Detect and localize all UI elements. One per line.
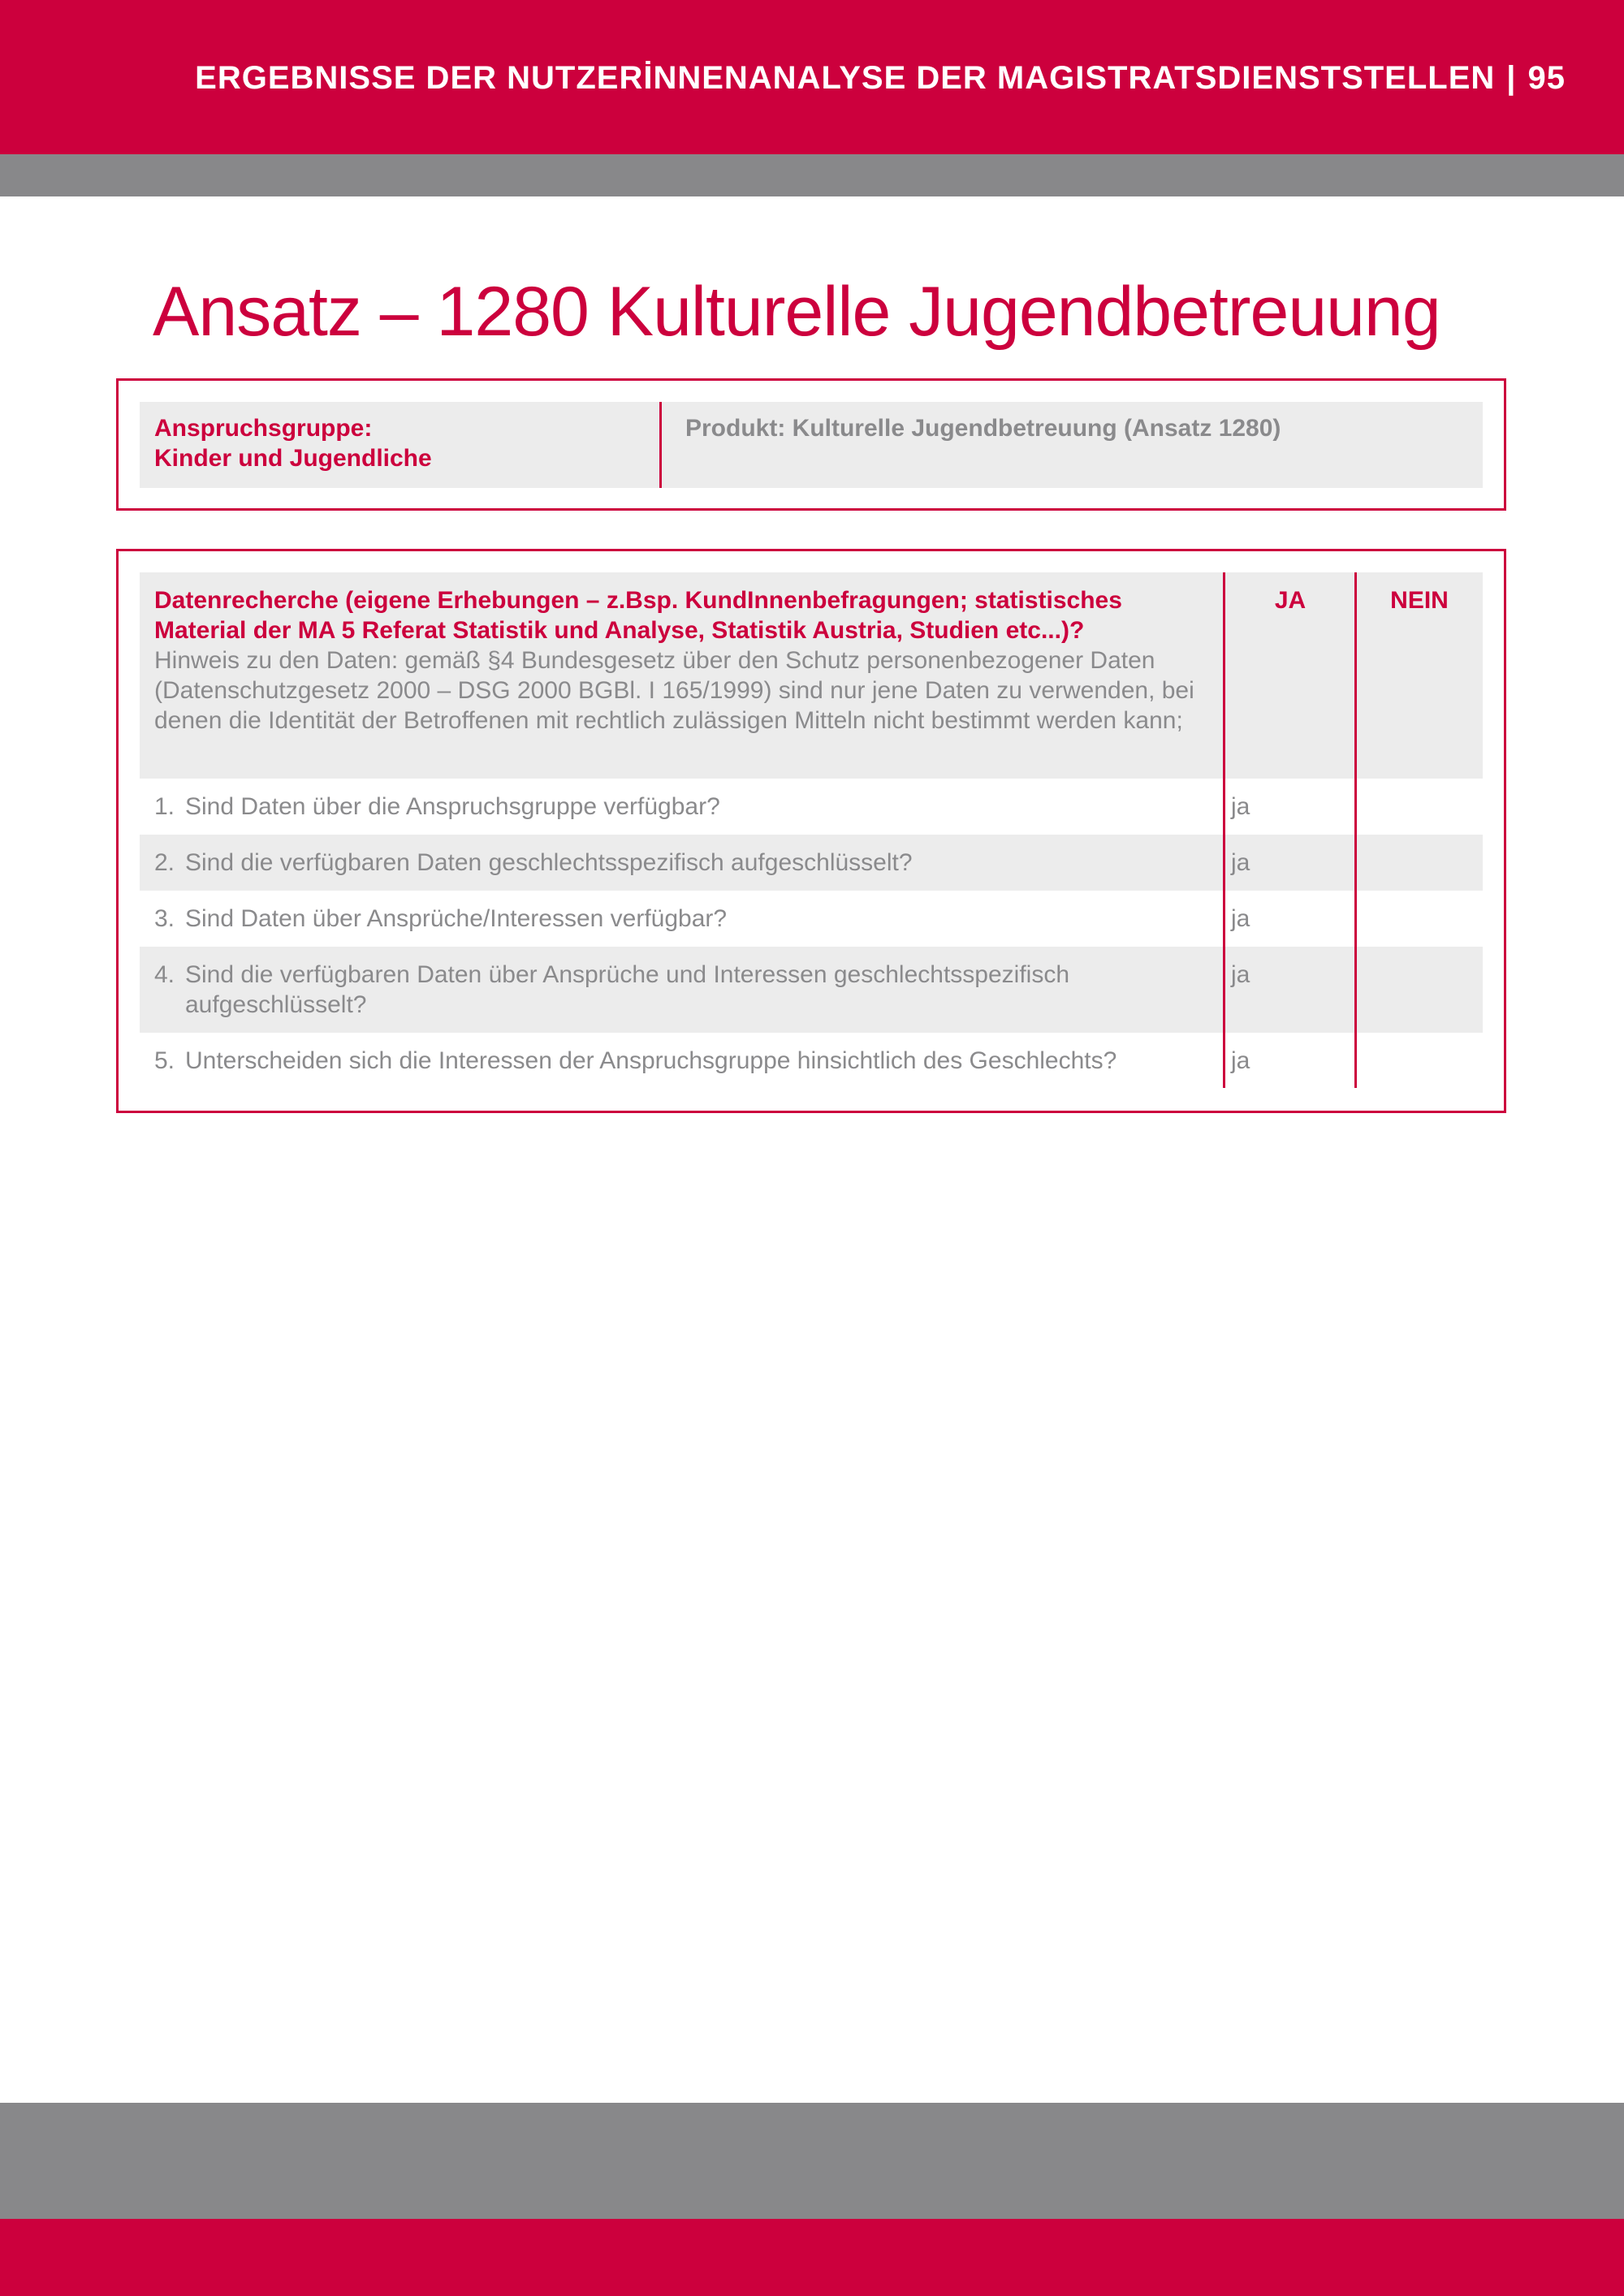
footer-band — [0, 2219, 1624, 2296]
table-row — [140, 835, 1483, 891]
answer-ja: ja — [1231, 849, 1250, 876]
table-row — [140, 1033, 1483, 1088]
page-title: Ansatz – 1280 Kulturelle Jugendbetreuung — [153, 273, 1440, 351]
answer-ja: ja — [1231, 793, 1250, 820]
question-text: Sind Daten über die Anspruchsgruppe verfügbar? — [185, 793, 720, 820]
target-group-value: Kinder und Jugendliche — [154, 445, 432, 472]
column-divider-ja — [1223, 572, 1225, 1088]
question-text: Unterscheiden sich die Interessen der Anspruchsgruppe hinsichtlich des Geschlechts? — [185, 1047, 1117, 1074]
answer-ja: ja — [1231, 905, 1250, 932]
info-row — [140, 402, 1483, 488]
question-cell — [154, 904, 1194, 934]
question-number: 5. — [154, 1047, 175, 1074]
question-text: Sind die verfügbaren Daten über Ansprüche und Interessen geschlechtsspezifisch aufgeschlüsselt? — [185, 961, 1070, 1018]
question-number: 1. — [154, 793, 175, 820]
table-header-cell — [154, 585, 1202, 736]
table-header-title: Datenrecherche (eigene Erhebungen – z.Bsp. KundInnenbefragungen; statistisches Material der MA 5 Referat Statistik und Analyse, Statistik Austria, Studien etc...)? — [154, 587, 1122, 644]
info-divider — [659, 402, 662, 488]
header-band — [0, 0, 1624, 154]
column-header-nein: NEIN — [1390, 587, 1449, 614]
header-separator: | — [1506, 60, 1517, 96]
page-number: 95 — [1527, 60, 1566, 96]
question-text: Sind die verfügbaren Daten geschlechtsspezifisch aufgeschlüsselt? — [185, 849, 913, 876]
running-header — [195, 60, 1566, 97]
header-gray-band — [0, 154, 1624, 196]
header-title: ERGEBNISSE DER NUTZERİNNENANALYSE DER MAGISTRATSDIENSTSTELLEN — [195, 60, 1496, 96]
answer-ja: ja — [1231, 1047, 1250, 1074]
column-divider-nein — [1354, 572, 1357, 1088]
product-label: Produkt: Kulturelle Jugendbetreuung (Ansatz 1280) — [685, 415, 1281, 442]
table-header-note: Hinweis zu den Daten: gemäß §4 Bundesgesetz über den Schutz personenbezogener Daten (Datenschutzgesetz 2000 – DSG 2000 BGBl. I 165/1999) sind nur jene Daten zu verwenden, bei denen die Identität der Betroffenen mit rechtlich zulässigen Mitteln nicht bestimmt werden kann; — [154, 647, 1194, 734]
question-cell — [154, 1046, 1194, 1076]
table-header-row — [140, 572, 1483, 779]
info-box — [116, 378, 1506, 511]
table-row — [140, 779, 1483, 835]
question-cell — [154, 848, 1194, 878]
target-group — [154, 413, 432, 473]
answer-ja: ja — [1231, 961, 1250, 988]
question-number: 4. — [154, 961, 175, 988]
table-row — [140, 891, 1483, 947]
footer-gray-band — [0, 2103, 1624, 2219]
table-row — [140, 947, 1483, 1033]
question-number: 3. — [154, 905, 175, 932]
question-number: 2. — [154, 849, 175, 876]
column-header-ja: JA — [1274, 587, 1307, 614]
question-text: Sind Daten über Ansprüche/Interessen verfügbar? — [185, 905, 728, 932]
target-group-label: Anspruchsgruppe: — [154, 415, 373, 442]
question-cell — [154, 960, 1194, 1020]
question-cell — [154, 792, 1194, 822]
data-research-box — [116, 549, 1506, 1113]
